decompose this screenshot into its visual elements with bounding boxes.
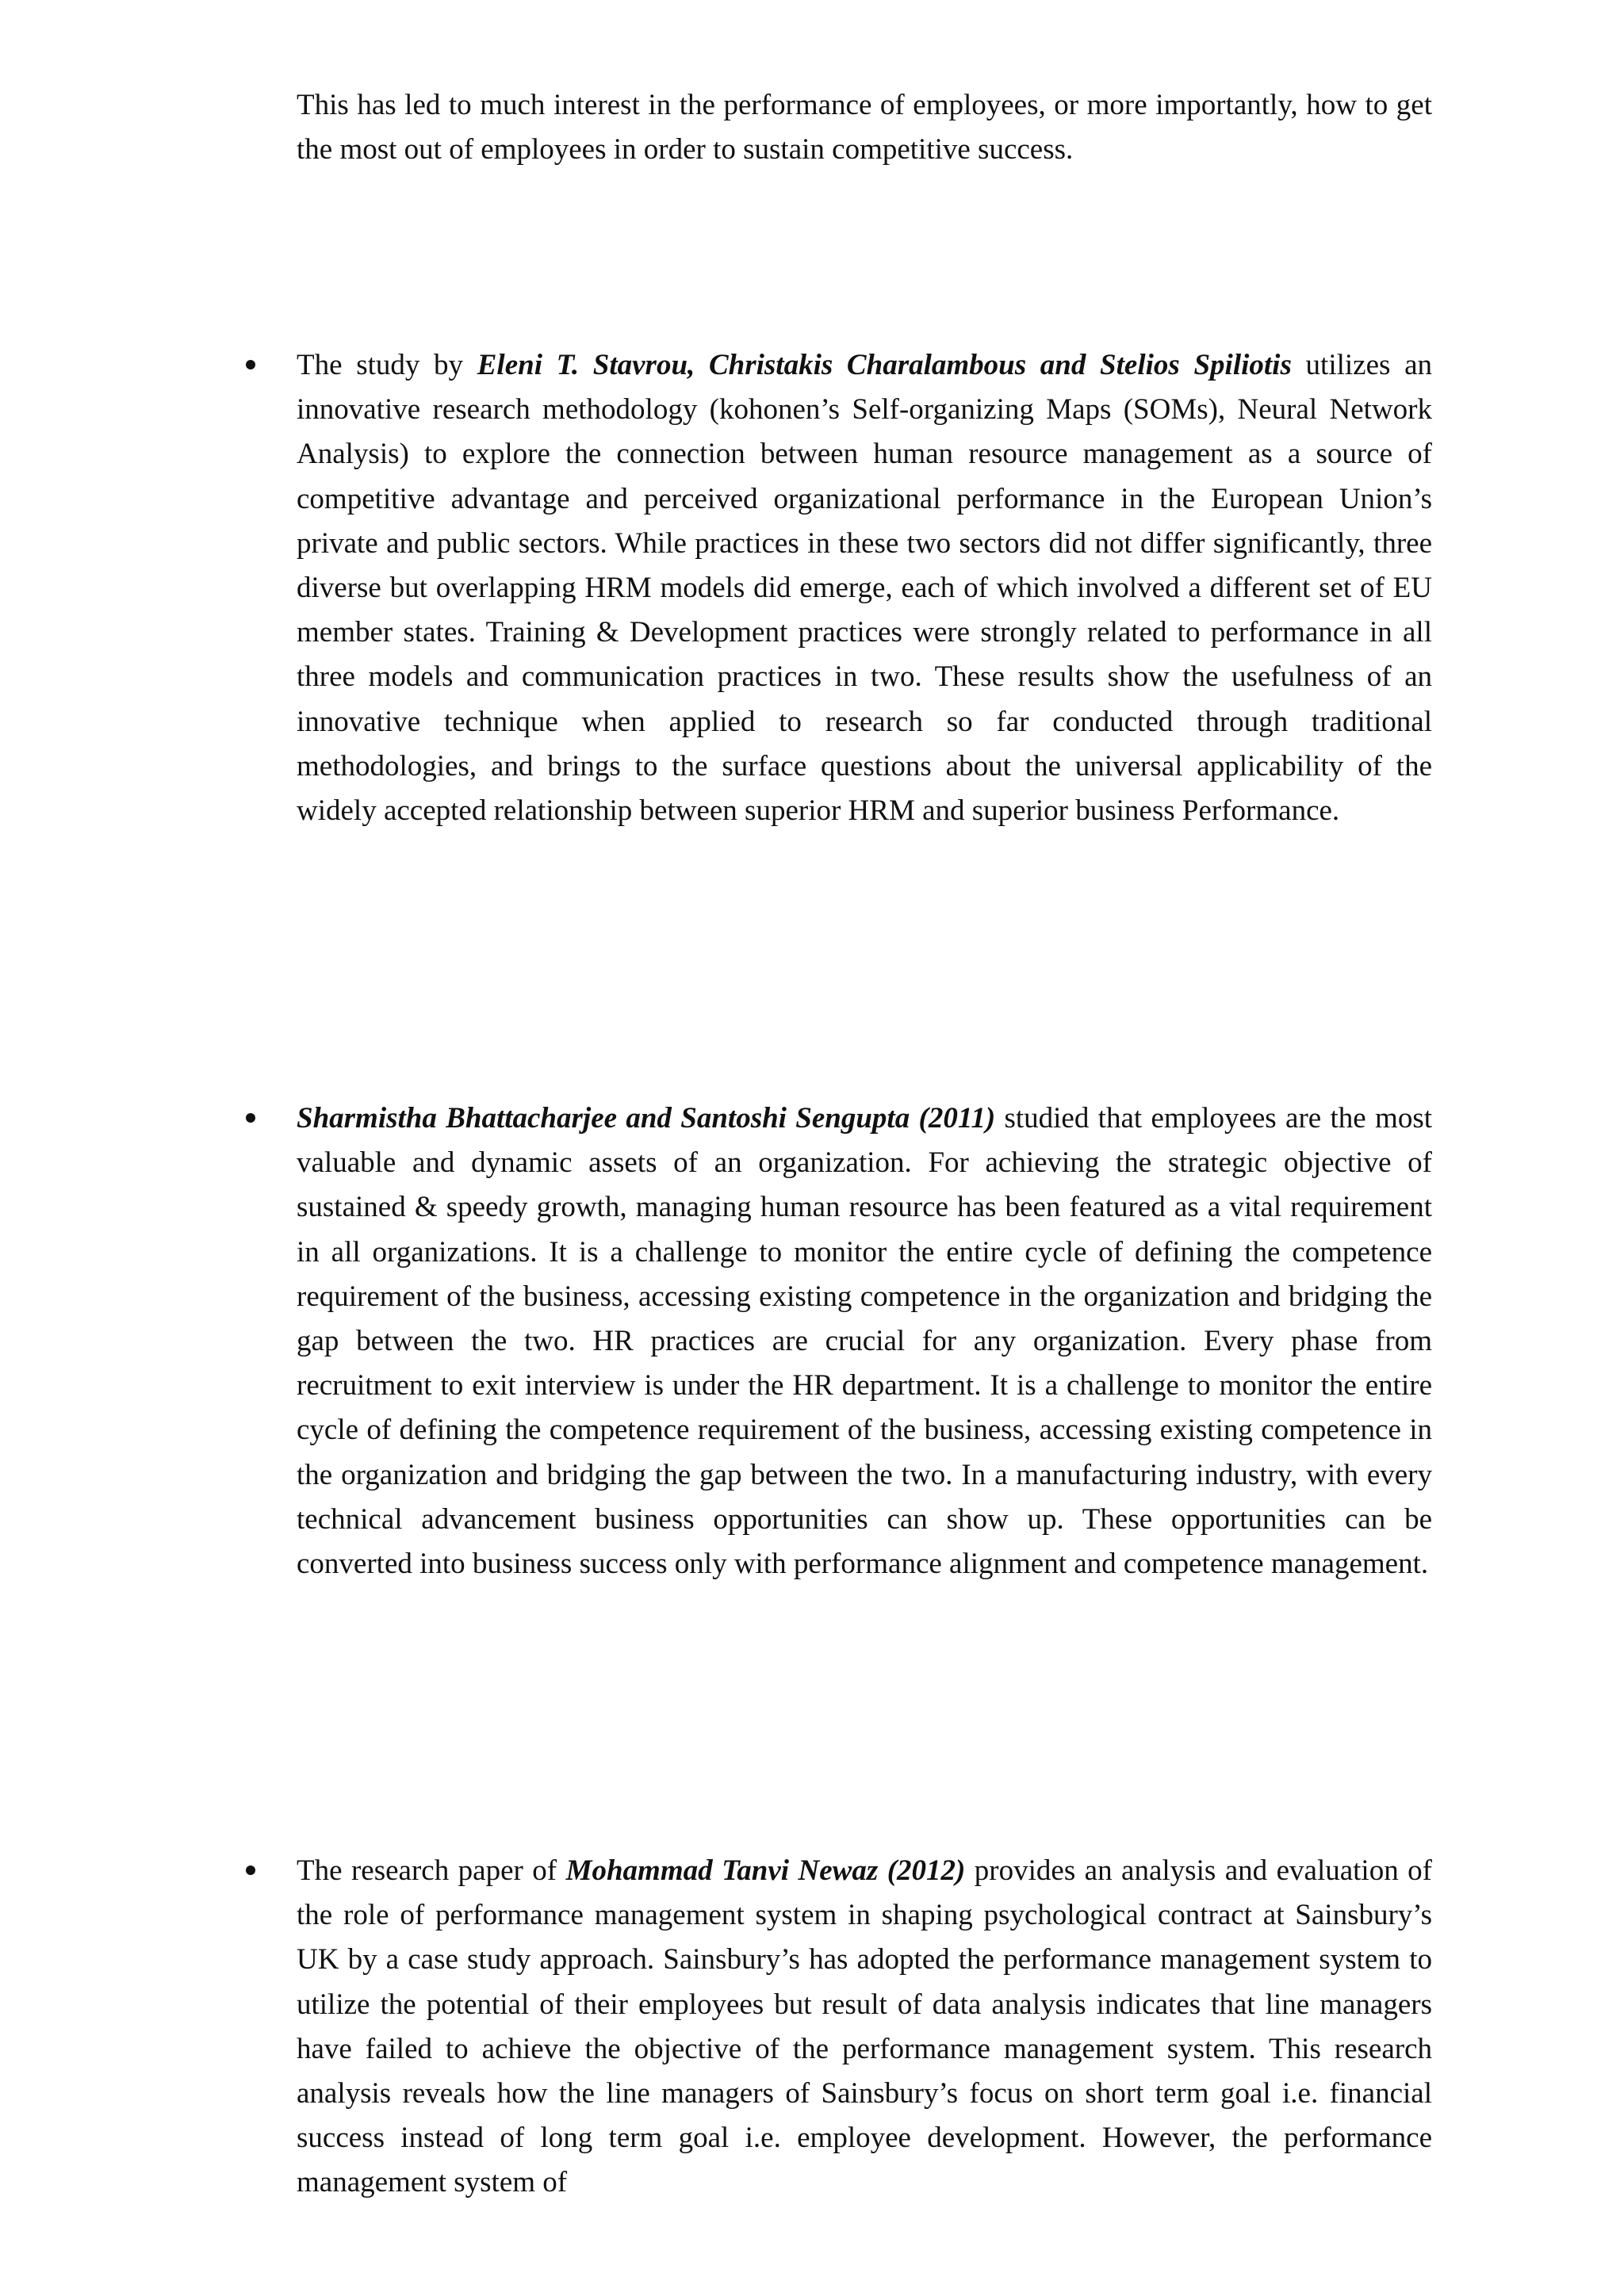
item-body-text: utilizes an innovative research methodology (kohonen’s Self-organizing Maps (SOMs), Neural Network Analysis) to explore the connection between human resource management as a source of competitive advantage and perceived organizational performance in the European Union’s private and public sectors. While practices in these two sectors did not differ significantly, three diverse but overlapping HRM models did emerge, each of which involved a different set of EU member states. Training & Development practices were strongly related to performance in all three models and communication practices in two. These results show the usefulness of an innovative technique when applied to research so far conducted through traditional methodologies, and brings to the surface questions about the universal applicability of the widely accepted relationship between superior HRM and superior business Performance. xyxy=(297,349,1432,828)
bullet-icon xyxy=(246,1866,255,1875)
bullet-item-bhattacharjee xyxy=(297,1096,1432,1586)
bullet-item-text xyxy=(297,343,1432,833)
bullet-item-newaz xyxy=(297,1849,1432,2206)
bullet-icon xyxy=(246,1113,255,1123)
author-names: Sharmistha Bhattacharjee and Santoshi Sengupta (2011) xyxy=(297,1102,996,1135)
bullet-item-text xyxy=(297,1849,1432,2206)
intro-paragraph: This has led to much interest in the performance of employees, or more importantly, how to get the most out of employees in order to sustain competitive success. xyxy=(297,89,1432,166)
item-lead-text: The study by xyxy=(297,349,477,381)
author-names: Eleni T. Stavrou, Christakis Charalambous and Stelios Spiliotis xyxy=(477,349,1292,381)
bullet-icon xyxy=(246,360,255,369)
item-body-text: provides an analysis and evaluation of the role of performance management system in shaping psychological contract at Sainsbury’s UK by a case study approach. Sainsbury’s has adopted the performance management system to utilize the potential of their employees but result of data analysis indicates that line managers have failed to achieve the objective of the performance management system. This research analysis reveals how the line managers of Sainsbury’s focus on short term goal i.e. financial success instead of long term goal i.e. employee development. However, the performance management system of xyxy=(297,1854,1432,2199)
bullet-item-text xyxy=(297,1096,1432,1586)
author-names: Mohammad Tanvi Newaz (2012) xyxy=(565,1854,966,1887)
bullet-item-stavrou xyxy=(297,343,1432,833)
item-lead-text: The research paper of xyxy=(297,1854,566,1887)
item-body-text: studied that employees are the most valuable and dynamic assets of an organization. For achieving the strategic objective of sustained & speedy growth, managing human resource has been featured as a vital requirement in all organizations. It is a challenge to monitor the entire cycle of defining the competence requirement of the business, accessing existing competence in the organization and bridging the gap between the two. HR practices are crucial for any organization. Every phase from recruitment to exit interview is under the HR department. It is a challenge to monitor the entire cycle of defining the competence requirement of the business, accessing existing competence in the organization and bridging the gap between the two. In a manufacturing industry, with every technical advancement business opportunities can show up. These opportunities can be converted into business success only with performance alignment and competence management. xyxy=(297,1102,1432,1581)
